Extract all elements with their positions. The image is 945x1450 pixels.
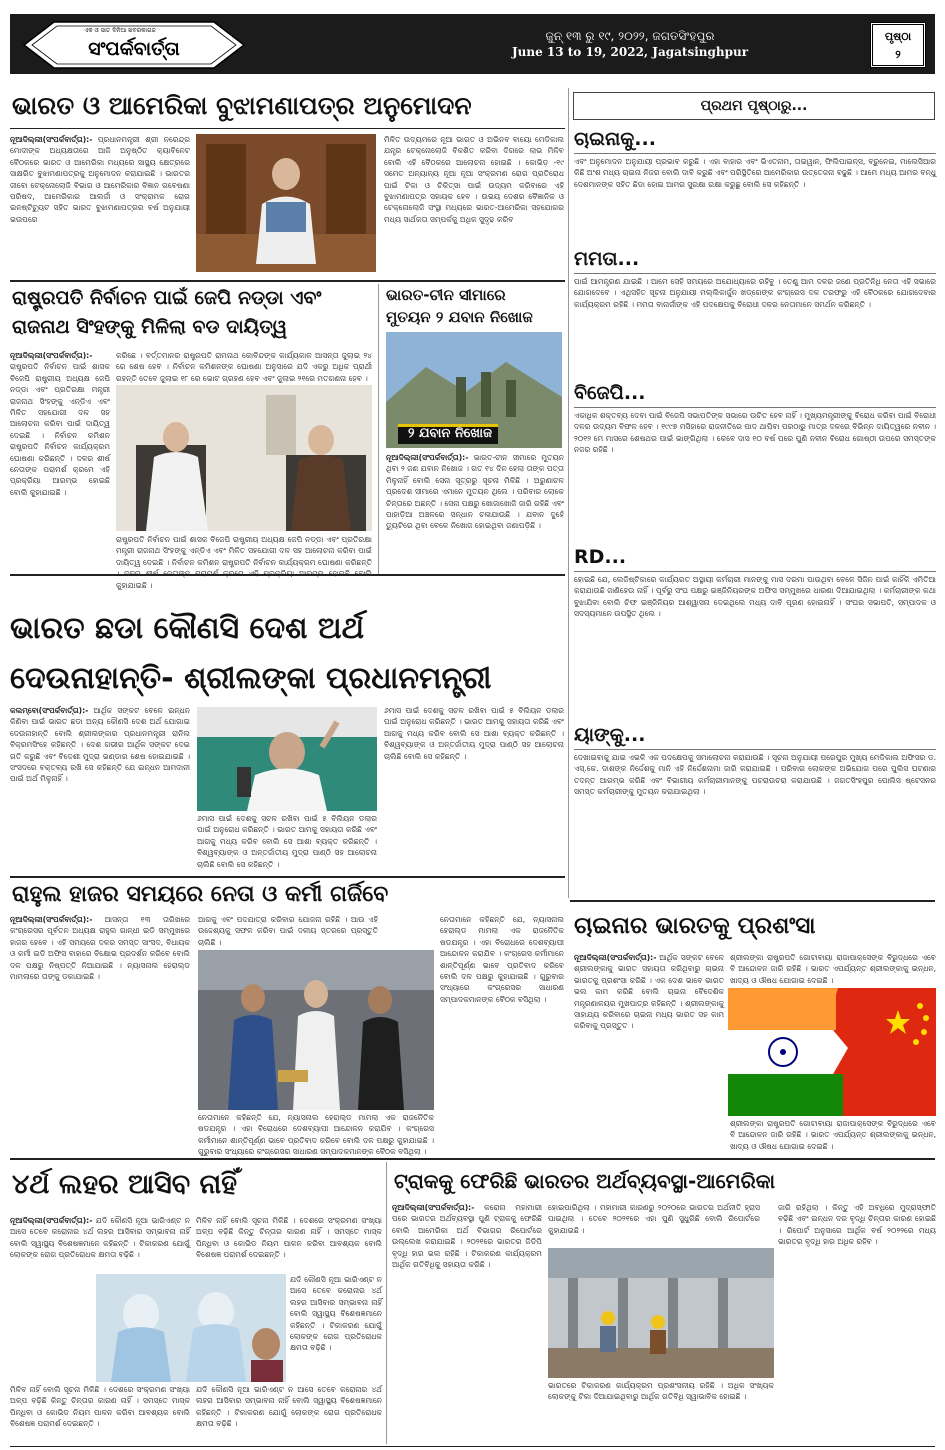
- headline-line-1: ରାଷ୍ଟ୍ରପତି ନିର୍ବାଚନ ପାଇଁ ଜେପି ନଡ୍ଡା ଏବଂ: [12, 287, 322, 309]
- dateline: ନୂଆଦିଲ୍ଲୀ(ସଂପର୍କବାର୍ତ୍ତା):-: [10, 135, 93, 144]
- headline-srilanka-pm[interactable]: [10, 604, 566, 708]
- logo-name: ସଂପର୍କବାର୍ତ୍ତା: [88, 38, 180, 60]
- jump-title-china[interactable]: ଚାଇନାକୁ...: [574, 128, 656, 150]
- story-srilanka-col2: ୬ମାସ ପାଇଁ ଦେଶକୁ ସଚଳ ରଖିବା ପାଇଁ ୫ ବିଲିୟନ ଡଲାର ପାଇଁ ଅନୁରୋଧ କରିଛନ୍ତି । ଭାରତ ଆମକୁ ସହାୟତା କରିଛି ଏବଂ ଆଗକୁ ମଧ୍ୟ କରିବ ବୋଲି ସେ ଆଶା ବ୍ୟକ୍ତ କରିଛନ୍ତି । ବିଶ୍ୱବ୍ୟାଙ୍କ ଓ ଅନ୍ତର୍ଜାତୀୟ ମୁଦ୍ରା ପାଣ୍ଠି ସହ ଆଲୋଚନା ଚାଲିଛି ବୋଲି ସେ କହିଛନ୍ତି ।: [197, 814, 377, 869]
- divider: [570, 900, 935, 902]
- headline-india-us-mou[interactable]: ଭାରତ ଓ ଆମେରିକା ବୁଝାମଣାପତ୍ର ଅନୁମୋଦନ: [12, 91, 472, 120]
- jump-text-mamata: ପାଇଁ ଆମନ୍ତ୍ରଣ ଯାଇଛି । ଆମେ ସେହି ସମୟରେ ଅଯୋଧ୍ୟାରେ ରହିବୁ । ତେଣୁ ଆମ ଦଳର ଜଣେ ପ୍ରତିନିଧି ନେତା ଏହି ସଭାରେ ଯୋଗଦେବେ । ଏଥିସହିତ ସୂଚନା ଅନୁଯାୟୀ ମଲ୍ଲିକାର୍ଜୁନ ଖଡ୍ଗେଙ୍କ କଂଗ୍ରେସ ଦଳ ତରଫରୁ ଏହି ବୈଠକରେ ଯୋଗଦେବାର କାର୍ଯ୍ୟକ୍ରମ ରହିଛି । ମମତା ବାନାର୍ଜୀଙ୍କ ଏହି ପଦକ୍ଷେପକୁ ବିରୋଧୀ ଦଳର ନେତାମାନେ ସମର୍ଥନ କରିଛନ୍ତି ।: [574, 277, 936, 309]
- story-economy-col3: ଭାରତରେ ଟିକାକରଣ କାର୍ଯ୍ୟକ୍ରମ ପ୍ରଶଂସନୀୟ ରହିଛି । ଅଧିକ ସଂଖ୍ୟକ ଲୋକଙ୍କୁ ଟିକା ଦିଆଯାଇଥିବାରୁ ଆର୍ଥିକ ଗତିବିଧି ସ୍ୱାଭାବିକ ହୋଇଛି ।: [548, 1381, 774, 1402]
- column-divider: [568, 88, 569, 898]
- story-text: ଆର୍ଥିକ ସଙ୍କଟ ବେଳେ ଶ୍ରୀଲଙ୍କାକୁ ଭାରତ ସହାୟତା କରିଥିବାରୁ ଚାଇନା ଭାରତକୁ ପ୍ରଶଂସା କରିଛି । ଏକ ଦେଶ ଭାବେ ଭାରତ ଭଲ କାମ କରିଛି ବୋଲି ଚାଇନା ବୈଦେଶିକ ମନ୍ତ୍ରଣାଳୟର ମୁଖପାତ୍ର କହିଛନ୍ତି । ଶ୍ରୀଲଙ୍କାକୁ ସାହାଯ୍ୟ କରିବାରେ ଚାଇନା ମଧ୍ୟ ଭାରତ ସହ କାମ କରିବାକୁ ପ୍ରସ୍ତୁତ ।: [574, 953, 724, 1031]
- issue-date: [510, 28, 750, 60]
- story-text: ପ୍ରଧାନମନ୍ତ୍ରୀ ଶ୍ରୀ ନରେନ୍ଦ୍ର ମୋଦୀଙ୍କ ଅଧ୍ୟକ୍ଷତାରେ ଆଜି ଅନୁଷ୍ଠିତ କ୍ୟାବିନେଟ ବୈଠକରେ ଭାରତ ଓ ଆମେରିକା ମଧ୍ୟରେ ସାସ୍ଥ୍ୟ କ୍ଷେତ୍ରରେ ସାକ୍ଷରିତ ବୁଝାମଣାପତ୍ରକୁ ଅନୁମୋଦନ କରାଯାଇଛି । ଭାରତର ଜୀବୋ ଟେକ୍ନୋଲୋଜି ବିଭାଗ ଓ ଆମେରିକାର ବିଜ୍ଞାନ ଗବେଷଣା ପରିଷଦ, ଆମେରିକାର ଆଲର୍ଜୀ ଓ ସଂକ୍ରାମକ ରୋଗ ଇନଷ୍ଟିଚ୍ୟୁଟ ସହିତ ଭାରତ ବୁଝାମଣାପତ୍ରର ବର୍ଷ ଅନୁଯାୟୀ ଭଉପରେ: [10, 135, 191, 224]
- story-nadda-col2-top: କରିଛେ । ବର୍ତ୍ତମାନର ରାଷ୍ଟ୍ରପତି ରାମନାଥ କୋବିନ୍ଦଙ୍କ କାର୍ଯ୍ୟକାଳ ଆସନ୍ତା ଜୁଲାଇ ୨୪ ରେ ଶେଷ ହେବ । ନିର୍ବାଚନ କମିଶନଙ୍କ ଘୋଷଣା ଅନୁସାରେ ଯଦି ଏକରୁ ଅଧିକ ପ୍ରାର୍ଥୀ ରହନ୍ତି ତେବେ ଜୁଲାଇ ୧୮ ରେ ଭୋଟ ଗ୍ରହଣ ହେବ ଏବଂ ଜୁଲାଇ ୨୧ରେ ମତଗଣନା ହେବ ।: [116, 351, 372, 383]
- story-srilanka-col3: ୬ମାସ ପାଇଁ ଦେଶକୁ ସଚଳ ରଖିବା ପାଇଁ ୫ ବିଲିୟନ ଡଲାର ପାଇଁ ଅନୁରୋଧ କରିଛନ୍ତି । ଭାରତ ଆମକୁ ସହାୟତା କରିଛି ଏବଂ ଆଗକୁ ମଧ୍ୟ କରିବ ବୋଲି ସେ ଆଶା ବ୍ୟକ୍ତ କରିଛନ୍ତି । ବିଶ୍ୱବ୍ୟାଙ୍କ ଓ ଅନ୍ତର୍ଜାତୀୟ ମୁଦ୍ରା ପାଣ୍ଠି ସହ ଆଲୋଚନା ଚାଲିଛି ବୋଲି ସେ କହିଛନ୍ତି ।: [384, 706, 564, 761]
- jump-title-bjp[interactable]: ବିଜେପି...: [574, 382, 646, 404]
- story-china-praise-col2: ଶ୍ରୀଲଙ୍କା ରାଷ୍ଟ୍ରପତି ଗୋଟାବାୟା ରାଜାପାକ୍ସେଙ୍କ ବିରୁଦ୍ଧରେ ଏବେ ବି ଆନ୍ଦୋଳନ ଜାରି ରହିଛି । ଭାରତ ଏପର୍ଯ୍ୟନ୍ତ ଶ୍ରୀଲଙ୍କାକୁ ଇନ୍ଧନ, ଖାଦ୍ୟ ଓ ଔଷଧ ଯୋଗାଇ ଦେଇଛି ।: [730, 953, 936, 985]
- jump-title-yanku[interactable]: ୟାଙ୍କୁ...: [574, 724, 646, 746]
- story-china-praise-col1: [574, 952, 724, 1158]
- photo-wickremesinghe: [197, 707, 377, 811]
- dateline: ନୂଆଦିଲ୍ଲୀ(ସଂପର୍କବାର୍ତ୍ତା):-: [10, 1216, 93, 1225]
- story-nadda-col2-bottom: ରାଷ୍ଟ୍ରପତି ନିର୍ବାଚନ ପାଇଁ ଶାସକ ବିଜେପି ରାଷ୍ଟ୍ରୀୟ ଅଧ୍ୟକ୍ଷ ଜେପି ନଡ୍ଡା ଏବଂ ପ୍ରତିରକ୍ଷା ମନ୍ତ୍ରୀ ରାଜନାଥ ସିଂହଙ୍କୁ ଏନ୍ଡିଏ ଏବଂ ମିଳିତ ସହଯୋଗୀ ଦଳ ସହ ଆଲୋଚନା କରିବା ପାଇଁ ଦାୟିତ୍ୱ ଦେଇଛି । ନିର୍ବାଚନ କମିଶନ ରାଷ୍ଟ୍ରପତି ନିର୍ବାଚନ କାର୍ଯ୍ୟକ୍ରମ ଘୋଷଣା କରିଛନ୍ତି କୁହାଯାଇଛି ।: [116, 535, 372, 590]
- photo-health-workers-graphic: [96, 1274, 286, 1382]
- story-rahul-col2: ଆଗକୁ ଏବଂ ପଦଯାତ୍ରା କରିବାର ଯୋଜନା ରହିଛି । ଆଉ ଏହି ଉଦ୍ଦେଶ୍ୟକୁ ସଫଳ କରିବା ପାଇଁ ଦଳୀୟ ସ୍ତରରେ ପ୍ରସ୍ତୁତି ଚାଲିଛି ।: [198, 915, 378, 947]
- story-wave-col2-side: ଯଦି କୌଣସି ନୂଆ ଭାରିଏଣ୍ଟ ନ ଆସେ ତେବେ କରୋନାର ୪ର୍ଥ ଲହର ଆସିବାର ସମ୍ଭାବନା ନାହିଁ ବୋଲି ସ୍ୱାସ୍ଥ୍ୟ ବିଶେଷଜ୍ଞମାନେ କହିଛନ୍ତି । ଟିକାକରଣ ଯୋଗୁଁ ଲୋକଙ୍କ ରୋଗ ପ୍ରତିରୋଧକ କ୍ଷମତା ବଢ଼ିଛି ।: [290, 1275, 382, 1353]
- headline-china-praises-india[interactable]: ଚାଇନାର ଭାରତକୁ ପ୍ରଶଂସା: [574, 913, 816, 939]
- story-text: କରୋନା ମହାମାରୀ ପରେ ଭାରତର ଅର୍ଥବ୍ୟବସ୍ଥା ପୁଣି ଟ୍ରାକକୁ ଫେରିଛି ବୋଲି ଆମେରିକା ଅର୍ଥ ବିଭାଗର ରିପୋର୍ଟରେ ଉଲ୍ଲେଖ କରାଯାଇଛି । ୨୦୨୧ରେ ଭାରତର ଜିଡିପି ବୃଦ୍ଧି ହାର ଭଲ ରହିଛି । ଟିକାକରଣ କାର୍ଯ୍ୟକ୍ରମ ଆର୍ଥିକ ଗତିବିଧିକୁ ସହାୟତା କରିଛି ।: [392, 1203, 542, 1270]
- photo-covid-testing: [96, 1274, 286, 1382]
- photo-construction-graphic: [548, 1248, 774, 1378]
- story-economy-col2: ହୋଇପାରିଥିଲା । ମହାମାରୀ କାରଣରୁ ୨୦୨୦ରେ ଭାରତର ଅର୍ଥନୀତି ହ୍ରାସ ପାଇଥିଲା । ତେବେ ୨୦୨୧ରେ ଏହା ପୁଣି ସୁଧୁରିଛି ବୋଲି ରିପୋର୍ଟରେ କୁହାଯାଇଛି ।: [548, 1203, 760, 1235]
- headline-line-2: ରାଜନାଥ ସିଂହଙ୍କୁ ମିଳିଲା ବଡ ଦାୟିତ୍ୱ: [12, 316, 288, 338]
- story-mou-col1: [10, 134, 190, 274]
- divider: [574, 407, 936, 408]
- divider: [10, 128, 565, 129]
- story-text: ଆସନ୍ତା ୧୩ ତାରିଖରେ କଂଗ୍ରେସର ପୂର୍ବତନ ଅଧ୍ୟକ୍ଷ ରାହୁଲ ଗାନ୍ଧୀ ଇଡି ସମ୍ମୁଖରେ ହାଜର ହେବେ । ଏହି ସମୟରେ ଦଳର ସମସ୍ତ ସାଂସଦ, ବିଧାୟକ ଓ କର୍ମୀ ଇଡି ଅଫିସ ବାହାରେ ବିକ୍ଷୋଭ ପ୍ରଦର୍ଶନ କରିବେ ବୋଲି ଦଳ ପକ୍ଷରୁ ନିଷ୍ପତ୍ତି ନିଆଯାଇଛି । ନ୍ୟାସନାଲ ହେରାଲ୍ଡ ମାମଲାରେ ତାଙ୍କୁ ଡକାଯାଇଛି ।: [10, 915, 191, 982]
- flags-graphic: [728, 988, 936, 1116]
- page-number: ୨: [895, 48, 901, 61]
- story-wave-col2-bottom: ଯଦି କୌଣସି ନୂଆ ଭାରିଏଣ୍ଟ ନ ଆସେ ତେବେ କରୋନାର ୪ର୍ଥ ଲହର ଆସିବାର ସମ୍ଭାବନା ନାହିଁ ବୋଲି ସ୍ୱାସ୍ଥ୍ୟ ବିଶେଷଜ୍ଞମାନେ କହିଛନ୍ତି । ଟିକାକରଣ ଯୋଗୁଁ ଲୋକଙ୍କ ରୋଗ ପ୍ରତିରୋଧକ କ୍ଷମତା ବଢ଼ିଛି ।: [196, 1385, 382, 1429]
- story-text: ଆର୍ଥିକ ସଙ୍କଟ ବେଳେ ଇନ୍ଧନ କିଣିବା ପାଇଁ ଭାରତ ଛଡା ଅନ୍ୟ କୌଣସି ଦେଶ ଅର୍ଥ ଯୋଗାଇ ଦେଉନାହାନ୍ତି ବୋଲି ଶ୍ରୀଲଙ୍କାର ପ୍ରଧାନମନ୍ତ୍ରୀ ରାନିଲ ବିକ୍ରମସିଂହେ କହିଛନ୍ତି । ଦେଶ ଗଭୀର ଆର୍ଥିକ ସଙ୍କଟ ଦେଇ ଗତି କରୁଛି ଏବଂ ବିଦେଶୀ ମୁଦ୍ରା ଭଣ୍ଡାର ଶେଷ ହୋଇଯାଇଛି । ସଂସଦରେ ବକ୍ତବ୍ୟ ରଖି ସେ କହିଛନ୍ତି ଯେ ଇନ୍ଧନ ଆମଦାନୀ ପାଇଁ ଅର୍ଥ ମିଳୁନାହିଁ ।: [10, 706, 190, 784]
- divider: [574, 571, 936, 572]
- story-mou-col2: ମିଳିତ ଉଦ୍ୟମରେ ନୂଆ ଭାରତ ଓ ଅଭିନବ ବାୟୋ ମେଡିକାଲ ଯନ୍ତ୍ର ଟେକ୍ନୋଲୋଜି ବିକଶିତ କରିବା ଦିଗରେ ଲାଭ ମିଳିବ ବୋଲି ଏହି ବୈଠକରେ ଆଲୋଚନା ହୋଇଛି । କୋଭିଡ଼ -୧୯ ସମେତ ଅନ୍ୟାନ୍ୟ ନୂଆ ନୂଆ ସଂକ୍ରମଣ ରୋଗ ପ୍ରତିରୋଧ ପାଇଁ ଟିକା ଓ ଚିକିତ୍ସା ପାଇଁ ଉଦ୍ୟମ କରିବାରେ ଏହି ବୁଝାମଣାପତ୍ର ସହାୟକ ହେବ । ଉଭୟ ଦେଶର ବୈଜ୍ଞାନିକ ଓ ଟେକ୍ନୋଲୋଜି ସଂସ୍ଥା ମଧ୍ୟରେ ଭାରତ-ଆମେରିକା ସହଯୋଗର ମଧ୍ୟ ସାର୍ଥକତା ସମ୍ପର୍କକୁ ଅଧିକ ସୁଦୃଢ କରିବ: [384, 135, 564, 224]
- column-divider: [386, 1162, 387, 1444]
- photo-india-china-flags: [728, 988, 936, 1116]
- story-economy-col4: ଜାରି ରହିଥିଲା । କିନ୍ତୁ ଏହି ଅବଧିରେ ମୁଦ୍ରାସ୍ଫୀତି ବଢ଼ିଛି ଏବଂ ଇନ୍ଧନ ଦର ବୃଦ୍ଧି ଚିନ୍ତାର କାରଣ ହୋଇଛି । ରିପୋର୍ଟ ଅନୁସାରେ ଆର୍ଥିକ ବର୍ଷ ୨୦୨୨ରେ ମଧ୍ୟ ଭାରତର ବୃଦ୍ଧି ହାର ଅଧିକ ରହିବ ।: [778, 1203, 936, 1247]
- story-rahul-col3: ନେତାମାନେ କହିଛନ୍ତି ଯେ, ନ୍ୟାସନାଲ ହେରାଲ୍ଡ ମାମଲା ଏକ ରାଜନୈତିକ ଷଡଯନ୍ତ୍ର । ଏହା ବିରୋଧରେ ଦେଶବ୍ୟାପୀ ଆନ୍ଦୋଳନ କରାଯିବ । କଂଗ୍ରେସ କର୍ମୀମାନେ ଶାନ୍ତିପୂର୍ଣ୍ଣ ଭାବେ ପ୍ରତିବାଦ କରିବେ ବୋଲି ଦଳ ପକ୍ଷରୁ କୁହାଯାଇଛି । ଗୁରୁବାର ସଂଧ୍ୟାରେ କଂଗ୍ରେସର ସାଧାରଣ ସମ୍ପାଦକମାନଙ୍କ ବୈଠକ ବସିଥିଲା ।: [440, 915, 564, 1004]
- photo-modi-cabinet: [196, 134, 376, 272]
- photo-nadda-rajnath: [116, 385, 372, 531]
- photo-construction-workers: [548, 1248, 774, 1378]
- divider: [574, 273, 936, 274]
- story-china-border-text: [386, 452, 564, 572]
- story-text: ରାଷ୍ଟ୍ରପତି ନିର୍ବାଚନ ପାଇଁ ଶାସକ ବିଜେପି ରାଷ୍ଟ୍ରୀୟ ଅଧ୍ୟକ୍ଷ ଜେପି ନଡ୍ଡା ଏବଂ ପ୍ରତିରକ୍ଷା ମନ୍ତ୍ରୀ ରାଜନାଥ ସିଂହଙ୍କୁ ଏନ୍ଡିଏ ଏବଂ ମିଳିତ ସହଯୋଗୀ ଦଳ ସହ ଆଲୋଚନା କରିବା ପାଇଁ ଦାୟିତ୍ୱ ଦେଇଛି । ନିର୍ବାଚନ କମିଶନ ରାଷ୍ଟ୍ରପତି ନିର୍ବାଚନ କାର୍ଯ୍ୟକ୍ରମ ଘୋଷଣା କରିଛନ୍ତି । ଦଳର ଶୀର୍ଷ ନେତାଙ୍କ ପରାମର୍ଶ କ୍ରମେ ଏହି ପ୍ରକ୍ରିୟା ଆରମ୍ଭ ହୋଇଛି ବୋଲି କୁହାଯାଇଛି ।: [10, 362, 110, 497]
- jump-text-china: ଏବଂ ଅନୁମୋଦନ ଅନୁଯାୟୀ ପ୍ରଭାବ କରୁଛି । ଏହା ବାହାର ଏବଂ ଭିଏତନାମ, ତାଇୱାନ, ଫିଲିପାଇନ୍ସ, ବ୍ରୁନେଇ, ମାଲେସିଆର କିଛି ଅଂଶ ମଧ୍ୟ ଚାଇନା ନିଜର ବୋଲି ଦାବି କରୁଛି ଏବଂ ପରିସ୍ଥିତିରେ ଆମେରିକାର ଉତ୍ତେଜନା ବଢୁଛି । ଆମେ ମଧ୍ୟ ଆମର ବନ୍ଧୁ ଦେଶମାନଙ୍କ ସହିତ ଛିଡା ହୋଇ ଆମର ସୁରକ୍ଷା ରକ୍ଷା କରୁଛୁ ବୋଲି ସେ କହିଛନ୍ତି ।: [574, 157, 936, 189]
- photo-speaker-graphic: [197, 707, 377, 811]
- dateline: ନୂଆଦିଲ୍ଲୀ(ସଂପର୍କବାର୍ତ୍ତା):-: [10, 351, 93, 360]
- divider: [574, 153, 936, 154]
- story-nadda-col1: [10, 350, 110, 568]
- story-wave-col2: ମିଳିବ ନାହିଁ ବୋଲି ସୂଚନା ମିଳିଛି । ଦେଶରେ ସଂକ୍ରମଣ ସଂଖ୍ୟା ଅଳ୍ପ ବଢ଼ିଛି କିନ୍ତୁ ଚିନ୍ତାର କାରଣ ନାହିଁ । ସମସ୍ତେ ମାସ୍କ ପିନ୍ଧିବା ଓ କୋଭିଡ ନିୟମ ପାଳନ କରିବା ଆବଶ୍ୟକ ବୋଲି ବିଶେଷଜ୍ଞ ପରାମର୍ଶ ଦେଇଛନ୍ତି ।: [196, 1216, 382, 1260]
- dateline: ନୂଆଦିଲ୍ଲୀ(ସଂପର୍କବାର୍ତ୍ତା):-: [10, 915, 93, 924]
- logo-tagline: ଏକ ଓ ସାତ ଦିନିଆ ଖବରକାଗଜ: [84, 27, 156, 34]
- column-divider: [378, 284, 379, 574]
- story-srilanka-col1: [10, 705, 190, 873]
- headline-fourth-wave[interactable]: ୪ର୍ଥ ଲହର ଆସିବ ନାହିଁ: [12, 1169, 238, 1200]
- newspaper-logo[interactable]: [24, 20, 244, 70]
- jump-text-bjp: ଏକାଧିକ ଶକ୍ତବ୍ୟ ଦେବା ପାଇଁ ବିଜେପି ସଭାପତିଙ୍କ ସଭାରେ ଉଚିତ ହେବ ନାହିଁ । ମୁଖ୍ୟମନ୍ତ୍ରୀଙ୍କୁ ବିରୋଧ କରିବା ପାଇଁ ବିରୋଧୀ ଦଳର ଉଦ୍ୟମ ବିଫଳ ହେବ । ୧୯୯୭ ମସିହାରେ ରାଜନୀତିରେ ପାଦ ଥାପିବା ପରଠାରୁ ମାତ୍ର ଦଳରେ ବିଭିନ୍ନ ଦାୟିତ୍ୱରେ ନବୀନ । ୨୦୧୨ ମେ ମାସରେ ଶେଷଥର ପାଇଁ ଭାଙ୍ଗିଥିଲା । କେବେ ଦାସ ୧୦ ବର୍ଷ ପରେ ପୁଣି ନବୀନ ବିରୋଧ ଗୋଷ୍ଠୀ ଉପରେ ସମସ୍ତଙ୍କ ନଜର ରହିଛି ।: [574, 411, 936, 455]
- dateline: ନୂଆଦିଲ୍ଲୀ(ସଂପର୍କବାର୍ତ୍ତା):-: [386, 453, 469, 462]
- photo-modi-graphic: [196, 134, 376, 272]
- page-number-box: [870, 22, 926, 68]
- headline-line-1: ଭାରତ ଛଡା କୌଣସି ଦେଶ ଅର୍ଥ: [10, 611, 365, 646]
- story-rahul-col2-bottom: ନେତାମାନେ କହିଛନ୍ତି ଯେ, ନ୍ୟାସନାଲ ହେରାଲ୍ଡ ମାମଲା ଏକ ରାଜନୈତିକ ଷଡଯନ୍ତ୍ର । ଏହା ବିରୋଧରେ ଦେଶବ୍ୟାପୀ ଆନ୍ଦୋଳନ କରାଯିବ । କଂଗ୍ରେସ କର୍ମୀମାନେ ଶାନ୍ତିପୂର୍ଣ୍ଣ ଭାବେ ପ୍ରତିବାଦ କରିବେ ବୋଲି ଦଳ ପକ୍ଷରୁ କୁହାଯାଇଛି । ଗୁରୁବାର ସଂଧ୍ୟାରେ କଂଗ୍ରେସର ସାଧାରଣ ସମ୍ପାଦକମାନଙ୍କ ବୈଠକ ବସିଥିଲା ।: [198, 1113, 434, 1157]
- story-economy-col1: [392, 1202, 542, 1444]
- divider: [574, 749, 936, 750]
- headline-india-economy[interactable]: ଟ୍ରାକକୁ ଫେରିଛି ଭାରତର ଅର୍ଥବ୍ୟବସ୍ଥା-ଆମେରିକା: [394, 1169, 776, 1193]
- page-label: ପୃଷ୍ଠା: [884, 30, 912, 43]
- jump-title-mamata[interactable]: ମମତା...: [574, 248, 640, 270]
- bottom-rule: [10, 1446, 935, 1447]
- masthead: [10, 14, 935, 74]
- front-page-continued-banner: ପ୍ରଥମ ପୃଷ୍ଠାରୁ...: [573, 92, 935, 120]
- photo-crowd-graphic: [198, 950, 434, 1110]
- headline-line-2: ଦେଉନାହାନ୍ତି- ଶ୍ରୀଲଙ୍କା ପ୍ରଧାନମନ୍ତ୍ରୀ: [10, 661, 492, 696]
- dateline: ନୂଆଦିଲ୍ଲୀ(ସଂପର୍କବାର୍ତ୍ତା):-: [392, 1203, 475, 1212]
- story-wave-col1: [10, 1215, 190, 1275]
- story-text: ଭାରତ-ଚୀନ ସୀମାରେ ମୁତୟନ ଥିବା ୨ ଜଣ ଯବାନ ନିଖୋଜ । ଗତ ୧୪ ଦିନ ହେଲା ତାଙ୍କ ପତ୍ତା ମିଳୁନାହିଁ ବୋଲି ସେନା ସୂତ୍ରରୁ ସୂଚନା ମିଳିଛି । ଅରୁଣାଚଳ ପ୍ରଦେଶ ସୀମାରେ ଏମାନେ ମୁତୟନ ଥିଲେ । ପରିବାର ଲୋକେ ଚିନ୍ତାରେ ଅଛନ୍ତି । ସେନା ପକ୍ଷରୁ ଖୋଜାଖୋଜି ଜାରି ରହିଛି ଏବଂ ପାହାଡ଼ିଆ ଅଞ୍ଚଳରେ ସନ୍ଧାନ ଚଳାଯାଉଛି । ଯବାନ ଦୁହେଁ ଡ୍ୟୁଟିରେ ଥିବା ବେଳେ ନିଖୋଜ ହୋଇଥିବା ଜଣାପଡ଼ିଛି ।: [386, 453, 564, 531]
- headline-china-border[interactable]: [386, 284, 566, 330]
- dateline: କଲମ୍ବୋ(ସଂପର୍କବାର୍ତ୍ତା):-: [10, 706, 89, 715]
- headline-president-election[interactable]: [12, 284, 377, 346]
- headline-rahul-gandhi[interactable]: ରାହୁଲ ହାଜର ସମୟରେ ନେତା ଓ କର୍ମୀ ଗର୍ଜିବେ: [12, 882, 389, 907]
- issue-date-odia: ଜୁନ୍ ୧୩ ରୁ ୧୯, ୨୦୨୨, ଜଗତସିଂହପୁର: [545, 29, 715, 43]
- story-wave-col1-bottom: ମିଳିବ ନାହିଁ ବୋଲି ସୂଚନା ମିଳିଛି । ଦେଶରେ ସଂକ୍ରମଣ ସଂଖ୍ୟା ଅଳ୍ପ ବଢ଼ିଛି କିନ୍ତୁ ଚିନ୍ତାର କାରଣ ନାହିଁ । ସମସ୍ତେ ମାସ୍କ ପିନ୍ଧିବା ଓ କୋଭିଡ ନିୟମ ପାଳନ କରିବା ଆବଶ୍ୟକ ବୋଲି ବିଶେଷଜ୍ଞ ପରାମର୍ଶ ଦେଇଛନ୍ତି ।: [10, 1385, 190, 1429]
- divider: [10, 280, 565, 282]
- photo-caption: ୨ ଯବାନ ନିଖୋଜ: [408, 426, 492, 441]
- story-china-praise-col2-bottom: ଶ୍ରୀଲଙ୍କା ରାଷ୍ଟ୍ରପତି ଗୋଟାବାୟା ରାଜାପାକ୍ସେଙ୍କ ବିରୁଦ୍ଧରେ ଏବେ ବି ଆନ୍ଦୋଳନ ଜାରି ରହିଛି । ଭାରତ ଏପର୍ଯ୍ୟନ୍ତ ଶ୍ରୀଲଙ୍କାକୁ ଇନ୍ଧନ, ଖାଦ୍ୟ ଓ ଔଷଧ ଯୋଗାଇ ଦେଇଛି ।: [730, 1119, 936, 1151]
- jump-title-rd[interactable]: RD...: [574, 546, 627, 568]
- divider: [10, 574, 565, 576]
- headline-line-1: ଭାରତ-ଚୀନ ସୀମାରେ: [386, 286, 506, 304]
- story-rahul-col1: [10, 914, 190, 1156]
- issue-date-english: June 13 to 19, 2022, Jagatsinghpur: [511, 45, 749, 59]
- photo-meeting-graphic: [116, 385, 372, 531]
- photo-soldiers: [386, 332, 562, 448]
- story-text: ଯଦି କୌଣସି ନୂଆ ଭାରିଏଣ୍ଟ ନ ଆସେ ତେବେ କରୋନାର ୪ର୍ଥ ଲହର ଆସିବାର ସମ୍ଭାବନା ନାହିଁ ବୋଲି ସ୍ୱାସ୍ଥ୍ୟ ବିଶେଷଜ୍ଞମାନେ କହିଛନ୍ତି । ଟିକାକରଣ ଯୋଗୁଁ ଲୋକଙ୍କ ରୋଗ ପ୍ରତିରୋଧକ କ୍ଷମତା ବଢ଼ିଛି ।: [10, 1216, 190, 1260]
- jump-text-rd: ହୋଇଛି ଯେ, ଲେଜିଷ୍ଟିକାରେ କାର୍ଯ୍ୟରତ ଅସ୍ଥାୟୀ କର୍ମଚାରୀ ମାନଙ୍କୁ ମାସ ଦରମା ପାଉଥିବା ବେଳେ ସିଜିନ ପାଇଁ କାହିଁକି ଏମିତିଆ କରାଯାଉଛି ଜାଣିହେଉ ନାହିଁ । ପୂର୍ବରୁ ସଂଘ ପକ୍ଷରୁ ଇଞ୍ଜିନିୟରଙ୍କ ଅଫିସ ସମ୍ମୁଖରେ ଧାରଣା ଦିଆଯାଇଥିଲା । କର୍ମଚାରୀଙ୍କ କଥା ବୁଝାଯିବା ବୋଲି ଚିଫ ଇଞ୍ଜିନିୟର ଆଶ୍ୱାସନା ଦେଇଥିଲେ ମଧ୍ୟ ଦାବି ପୂରଣ ହୋଇନାହିଁ । ସଂଘର ସଭାପତି, ସମ୍ପାଦକ ଓ ସଦସ୍ୟମାନେ ଉପସ୍ଥିତ ଥିଲେ ।: [574, 575, 936, 619]
- dateline: ନୂଆଦିଲ୍ଲୀ(ସଂପର୍କବାର୍ତ୍ତା):-: [574, 953, 657, 962]
- headline-line-2: ମୁତୟନ ୨ ଯବାନ ନିଖୋଜ: [386, 308, 533, 326]
- photo-rahul-crowd: [198, 950, 434, 1110]
- jump-text-yanku: ଦେଖାଇବାକୁ ଯାଇ ଏଭଳି ଏକ ପଦକ୍ଷେପକୁ ସମାଲୋଚନା କରାଯାଉଛି । ସୂଚନା ଅନୁଯାୟୀ ପରେପୁର ମୁଖ୍ୟ ମେଡିକାଲ ଅଫିସର ଡ. ଏସ୍.କେ. ଦାଶଙ୍କ ନିର୍ଦ୍ଦେଶକୁ ମାନି ଏହି ନିର୍ଦ୍ଦେଶନାମା ଜାରି କରାଯାଇଛି । ପରିବାର ଲୋକଙ୍କ ଅଭିଯୋଗ ପରେ ପୁଲିସ ଘଟଣାର ତଦନ୍ତ ଆରମ୍ଭ କରିଛି ଏବଂ ବିଭାଗୀୟ କର୍ମଚାରୀମାନଙ୍କୁ ପଚରାଉଚରା କରାଯାଉଛି । ଜଗତସିଂହପୁର ପୋଲିସ ଷ୍ଟେସନର ସମସ୍ତ କର୍ମଚାରୀଙ୍କୁ ମୁତୟନ କରାଯାଇଥିଲା ।: [574, 753, 936, 797]
